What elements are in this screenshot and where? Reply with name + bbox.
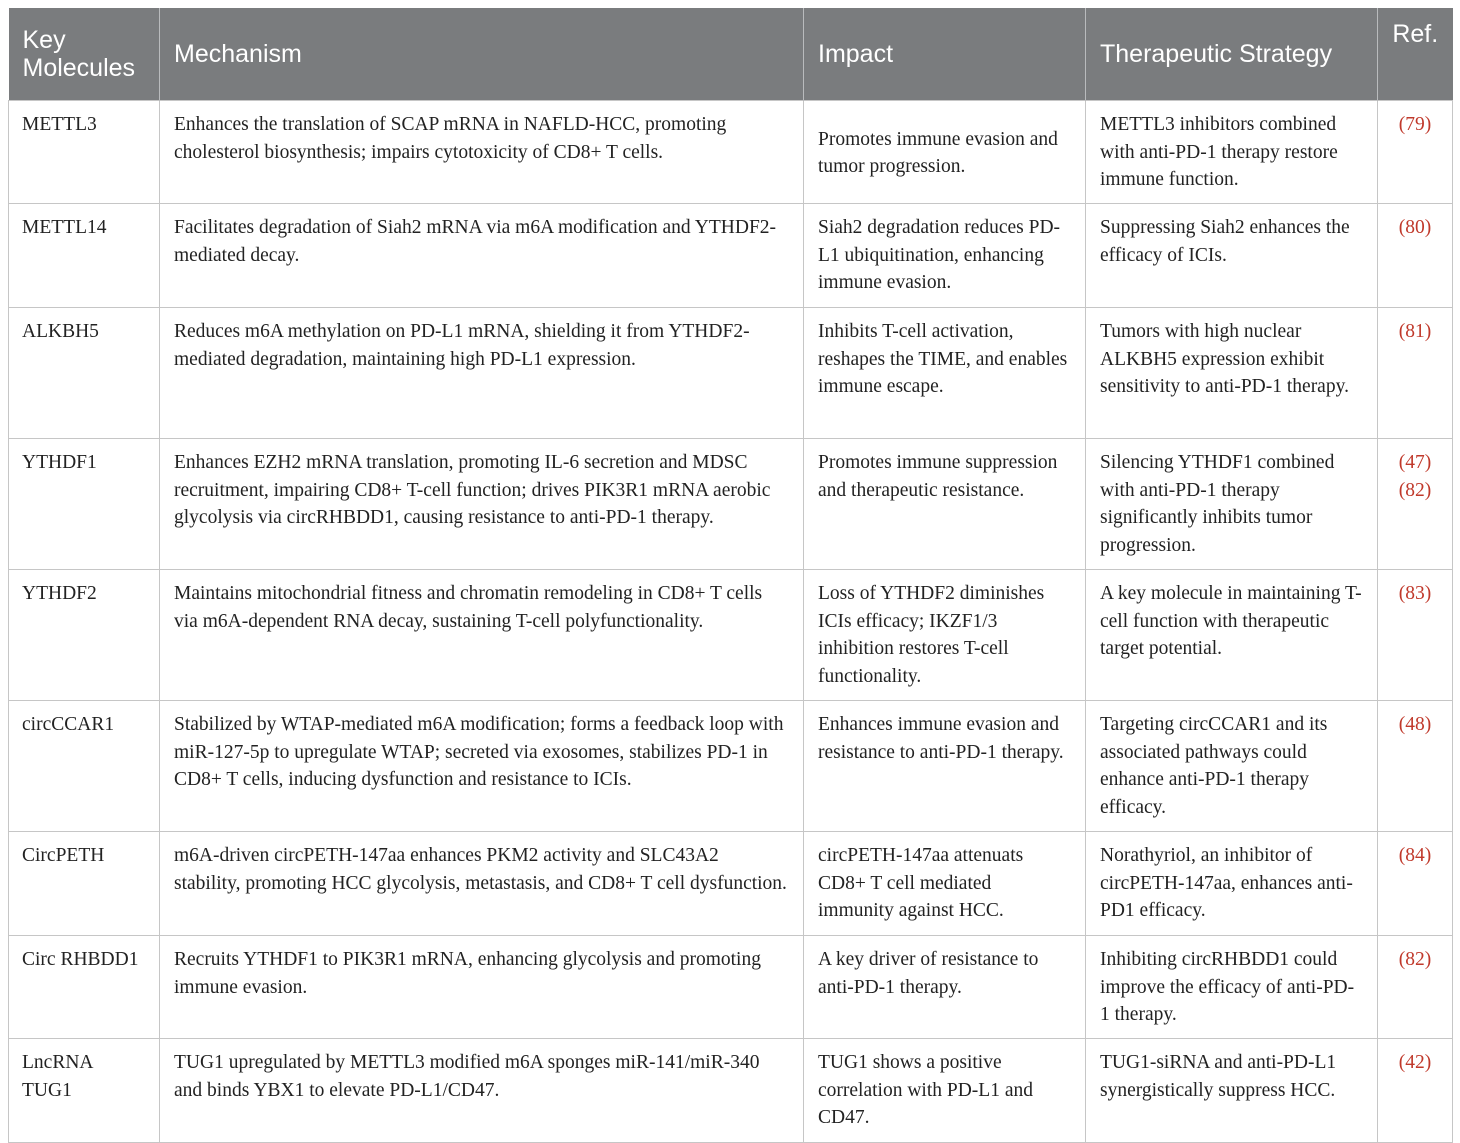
- strategy-cell: Silencing YTHDF1 combined with anti-PD-1 therapy significantly inhibits tumor progression.: [1086, 439, 1378, 570]
- table-row: [9, 308, 1453, 439]
- key-molecule-cell: METTL3: [9, 101, 160, 204]
- mechanism-cell: TUG1 upregulated by METTL3 modified m6A sponges miR-141/miR-340 and binds YBX1 to elevate PD-L1/CD47.: [160, 1039, 804, 1143]
- ref-cell: [1378, 936, 1453, 1039]
- header-mechanism: Mechanism: [160, 8, 804, 101]
- ref-cell: [1378, 204, 1453, 308]
- table-row: [9, 701, 1453, 832]
- impact-cell: Siah2 degradation reduces PD-L1 ubiquitination, enhancing immune evasion.: [804, 204, 1086, 308]
- impact-cell: Inhibits T-cell activation, reshapes the TIME, and enables immune escape.: [804, 308, 1086, 439]
- mechanism-cell: Reduces m6A methylation on PD-L1 mRNA, shielding it from YTHDF2-mediated degradation, maintaining high PD-L1 expression.: [160, 308, 804, 439]
- strategy-cell: Suppressing Siah2 enhances the efficacy of ICIs.: [1086, 204, 1378, 308]
- ref-link[interactable]: (83): [1398, 583, 1432, 604]
- header-key-molecules: Key Molecules: [9, 8, 160, 101]
- m6a-molecules-table: [8, 8, 1453, 1143]
- table-row: [9, 936, 1453, 1039]
- strategy-cell: Targeting circCCAR1 and its associated pathways could enhance anti-PD-1 therapy efficacy.: [1086, 701, 1378, 832]
- impact-cell: TUG1 shows a positive correlation with PD-L1 and CD47.: [804, 1039, 1086, 1143]
- mechanism-cell: Stabilized by WTAP-mediated m6A modification; forms a feedback loop with miR-127-5p to upregulate WTAP; secreted via exosomes, stabilizes PD-1 in CD8+ T cells, inducing dysfunction and resistance to ICIs.: [160, 701, 804, 832]
- ref-cell: [1378, 570, 1453, 701]
- mechanism-cell: Enhances the translation of SCAP mRNA in NAFLD-HCC, promoting cholesterol biosynthesis; impairs cytotoxicity of CD8+ T cells.: [160, 101, 804, 204]
- key-molecule-cell: LncRNA TUG1: [9, 1039, 160, 1143]
- strategy-cell: METTL3 inhibitors combined with anti-PD-1 therapy restore immune function.: [1086, 101, 1378, 204]
- ref-link[interactable]: (42): [1398, 1052, 1432, 1073]
- ref-link[interactable]: (79): [1398, 114, 1432, 135]
- mechanism-cell: m6A-driven circPETH-147aa enhances PKM2 activity and SLC43A2 stability, promoting HCC glycolysis, metastasis, and CD8+ T cell dysfunction.: [160, 832, 804, 936]
- ref-cell: [1378, 832, 1453, 936]
- impact-cell: Enhances immune evasion and resistance to anti-PD-1 therapy.: [804, 701, 1086, 832]
- key-molecule-cell: METTL14: [9, 204, 160, 308]
- key-molecule-cell: ALKBH5: [9, 308, 160, 439]
- table-row: [9, 1039, 1453, 1143]
- ref-link[interactable]: (84): [1398, 845, 1432, 866]
- strategy-cell: Inhibiting circRHBDD1 could improve the efficacy of anti-PD-1 therapy.: [1086, 936, 1378, 1039]
- ref-link[interactable]: (80): [1398, 217, 1432, 238]
- data-table-container: [8, 8, 1452, 1143]
- key-molecule-cell: circCCAR1: [9, 701, 160, 832]
- ref-link[interactable]: (47): [1398, 452, 1432, 473]
- ref-cell: [1378, 701, 1453, 832]
- ref-cell: [1378, 308, 1453, 439]
- header-therapeutic-strategy: Therapeutic Strategy: [1086, 8, 1378, 101]
- ref-link[interactable]: (48): [1398, 714, 1432, 735]
- key-molecule-cell: CircPETH: [9, 832, 160, 936]
- header-impact: Impact: [804, 8, 1086, 101]
- strategy-cell: Norathyriol, an inhibitor of circPETH-147aa, enhances anti-PD1 efficacy.: [1086, 832, 1378, 936]
- mechanism-cell: Recruits YTHDF1 to PIK3R1 mRNA, enhancing glycolysis and promoting immune evasion.: [160, 936, 804, 1039]
- impact-cell: circPETH-147aa attenuats CD8+ T cell mediated immunity against HCC.: [804, 832, 1086, 936]
- ref-cell: [1378, 439, 1453, 570]
- table-row: [9, 204, 1453, 308]
- ref-link[interactable]: (82): [1398, 949, 1432, 970]
- mechanism-cell: Maintains mitochondrial fitness and chromatin remodeling in CD8+ T cells via m6A-dependent RNA decay, sustaining T-cell polyfunctionality.: [160, 570, 804, 701]
- strategy-cell: A key molecule in maintaining T-cell function with therapeutic target potential.: [1086, 570, 1378, 701]
- table-row: [9, 570, 1453, 701]
- table-row: [9, 832, 1453, 936]
- impact-cell: A key driver of resistance to anti-PD-1 therapy.: [804, 936, 1086, 1039]
- table-row: [9, 439, 1453, 570]
- impact-cell: Promotes immune suppression and therapeutic resistance.: [804, 439, 1086, 570]
- strategy-cell: TUG1-siRNA and anti-PD-L1 synergistically suppress HCC.: [1086, 1039, 1378, 1143]
- table-header-row: [9, 8, 1453, 101]
- ref-link[interactable]: (81): [1398, 321, 1432, 342]
- ref-link[interactable]: (82): [1398, 479, 1432, 501]
- impact-cell: Promotes immune evasion and tumor progression.: [804, 101, 1086, 204]
- header-ref: Ref.: [1378, 8, 1453, 101]
- key-molecule-cell: YTHDF2: [9, 570, 160, 701]
- key-molecule-cell: YTHDF1: [9, 439, 160, 570]
- table-row: [9, 101, 1453, 204]
- ref-cell: [1378, 1039, 1453, 1143]
- mechanism-cell: Facilitates degradation of Siah2 mRNA via m6A modification and YTHDF2-mediated decay.: [160, 204, 804, 308]
- mechanism-cell: Enhances EZH2 mRNA translation, promoting IL-6 secretion and MDSC recruitment, impairing CD8+ T-cell function; drives PIK3R1 mRNA aerobic glycolysis via circRHBDD1, causing resistance to anti-PD-1 therapy.: [160, 439, 804, 570]
- key-molecule-cell: Circ RHBDD1: [9, 936, 160, 1039]
- ref-cell: [1378, 101, 1453, 204]
- impact-cell: Loss of YTHDF2 diminishes ICIs efficacy; IKZF1/3 inhibition restores T-cell functionality.: [804, 570, 1086, 701]
- strategy-cell: Tumors with high nuclear ALKBH5 expression exhibit sensitivity to anti-PD-1 therapy.: [1086, 308, 1378, 439]
